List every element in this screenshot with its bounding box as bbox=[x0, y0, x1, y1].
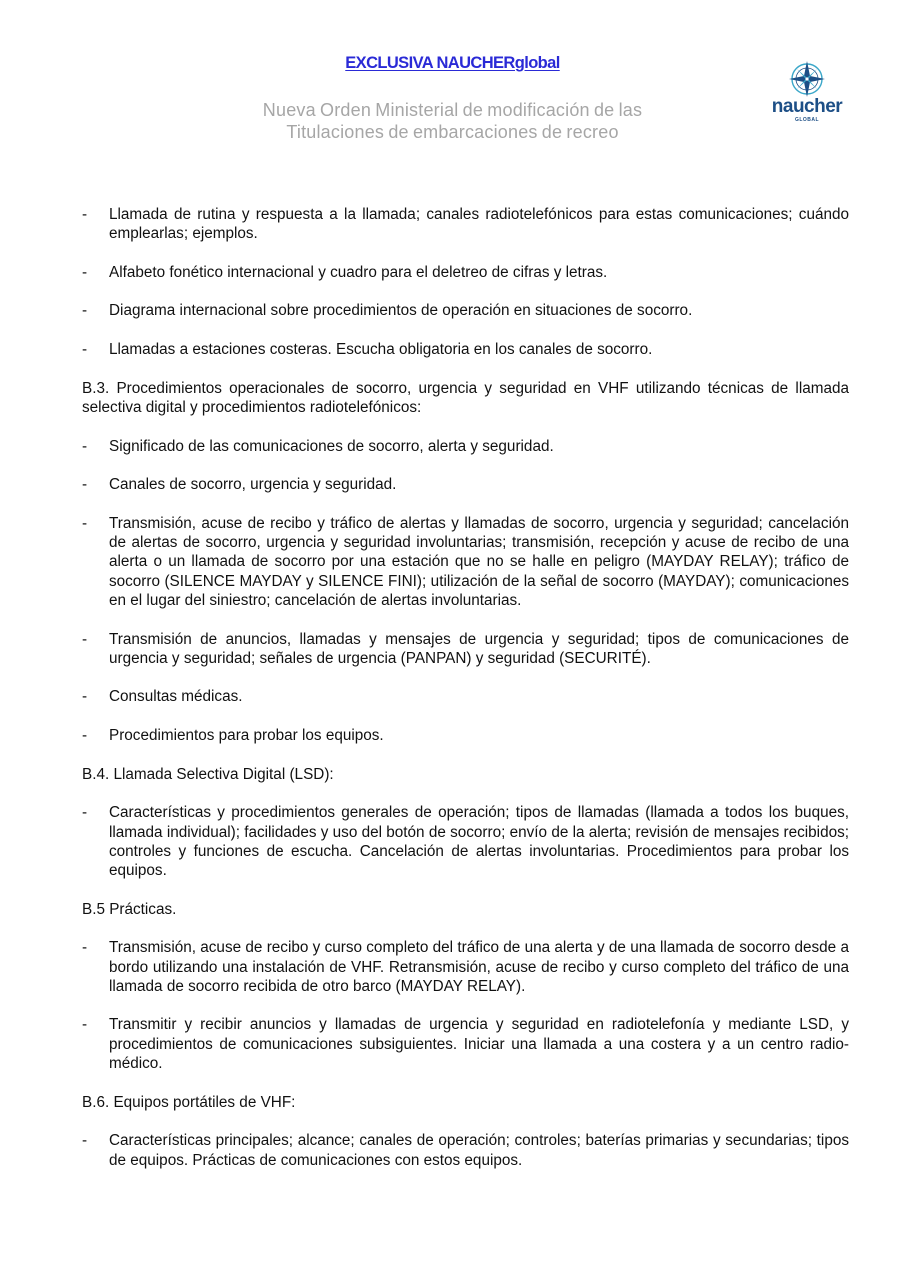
list-item bbox=[82, 726, 849, 745]
list-dash: - bbox=[82, 437, 88, 455]
list-item-text: Llamadas a estaciones costeras. Escucha obligatoria en los canales de socorro. bbox=[109, 341, 653, 359]
list-item bbox=[82, 301, 849, 320]
section-heading: B.4. Llamada Selectiva Digital (LSD): bbox=[82, 765, 334, 783]
list-dash: - bbox=[82, 476, 88, 494]
logo-subtext: GLOBAL bbox=[794, 117, 820, 123]
section-heading: B.3. Procedimientos operacionales de socorro, urgencia y seguridad en VHF utilizando técnicas de llamada selectiva digital y procedimientos radiotelefónicos: bbox=[82, 379, 849, 416]
list-item bbox=[82, 1131, 849, 1170]
list-item bbox=[82, 938, 849, 996]
list-item-text: Transmitir y recibir anuncios y llamadas de urgencia y seguridad en radiotelefonía y mediante LSD, y procedimientos de comunicaciones subsiguientes. Iniciar una llamada a una costera y a un centro radio-médico. bbox=[109, 1016, 849, 1073]
list-dash: - bbox=[82, 1132, 88, 1150]
list-dash: - bbox=[82, 688, 88, 706]
list-dash: - bbox=[82, 1016, 88, 1034]
list-item-text: Llamada de rutina y respuesta a la llamada; canales radiotelefónicos para estas comunicaciones; cuándo emplearlas; ejemplos. bbox=[109, 206, 849, 243]
list-dash: - bbox=[82, 804, 88, 822]
list-item bbox=[82, 475, 849, 494]
list-item-text: Significado de las comunicaciones de socorro, alerta y seguridad. bbox=[109, 437, 554, 455]
list-item bbox=[82, 1015, 849, 1073]
list-item bbox=[82, 630, 849, 669]
list-item-text: Alfabeto fonético internacional y cuadro para el deletreo de cifras y letras. bbox=[109, 263, 608, 281]
list-item-text: Transmisión, acuse de recibo y tráfico de alertas y llamadas de socorro, urgencia y seguridad; cancelación de alertas de socorro, urgencia y seguridad involuntarias; transmisión, recepción y acuse de recibo de una alerta o un llamada de socorro por una estación que no se halle en peligro (MAYDAY RELAY); tráfico de socorro (SILENCE MAYDAY y SILENCE FINI); utilización de la señal de socorro (MAYDAY); comunicaciones en el lugar del siniestro; cancelación de alertas involuntarias. bbox=[109, 514, 849, 609]
list-item bbox=[82, 687, 849, 706]
header-subtitle-line2: Titulaciones de embarcaciones de recreo bbox=[286, 122, 619, 142]
list-dash: - bbox=[82, 263, 88, 281]
list-dash: - bbox=[82, 939, 88, 957]
document-body bbox=[82, 205, 849, 1189]
list-dash: - bbox=[82, 727, 88, 745]
list-dash: - bbox=[82, 514, 88, 532]
list-dash: - bbox=[82, 341, 88, 359]
list-item bbox=[82, 340, 849, 359]
list-item bbox=[82, 205, 849, 244]
list-item-text: Transmisión de anuncios, llamadas y mensajes de urgencia y seguridad; tipos de comunicaciones de urgencia y seguridad; señales de urgencia (PANPAN) y seguridad (SECURITÉ). bbox=[109, 630, 849, 667]
list-item bbox=[82, 803, 849, 880]
list-dash: - bbox=[82, 302, 88, 320]
list-item bbox=[82, 514, 849, 610]
list-item-text: Procedimientos para probar los equipos. bbox=[109, 727, 384, 745]
header-title[interactable]: EXCLUSIVA NAUCHERglobal bbox=[345, 54, 560, 72]
list-dash: - bbox=[82, 206, 88, 223]
list-item-text: Transmisión, acuse de recibo y curso completo del tráfico de una alerta y de una llamada de socorro desde a bordo utilizando una instalación de VHF. Retransmisión, acuse de recibo y curso completo del tráfico de una llamada de socorro recibida de otro barco (MAYDAY RELAY). bbox=[109, 939, 849, 995]
list-item bbox=[82, 263, 849, 282]
list-item-text: Consultas médicas. bbox=[109, 688, 243, 706]
section-heading: B.6. Equipos portátiles de VHF: bbox=[82, 1093, 296, 1111]
header-subtitle-line1: Nueva Orden Ministerial de modificación de las bbox=[262, 100, 643, 120]
list-item bbox=[82, 437, 849, 456]
list-item-text: Características principales; alcance; canales de operación; controles; baterías primarias y secundarias; tipos de equipos. Prácticas de comunicaciones con estos equipos. bbox=[109, 1132, 849, 1169]
logo-wordmark: naucher bbox=[771, 96, 843, 117]
compass-rose-icon bbox=[763, 59, 851, 99]
list-item-text: Diagrama internacional sobre procedimientos de operación en situaciones de socorro. bbox=[109, 302, 693, 320]
list-dash: - bbox=[82, 630, 88, 648]
list-item-text: Canales de socorro, urgencia y seguridad. bbox=[109, 476, 397, 494]
list-item-text: Características y procedimientos generales de operación; tipos de llamadas (llamada a todos los buques, llamada individual); facilidades y uso del botón de socorro; envío de la alerta; revisión de mensajes recibidos; controles y funciones de escucha. Cancelación de alertas involuntarias. Procedimientos para probar los equipos. bbox=[109, 804, 849, 880]
section-heading: B.5 Prácticas. bbox=[82, 900, 177, 918]
naucher-logo bbox=[763, 59, 851, 125]
